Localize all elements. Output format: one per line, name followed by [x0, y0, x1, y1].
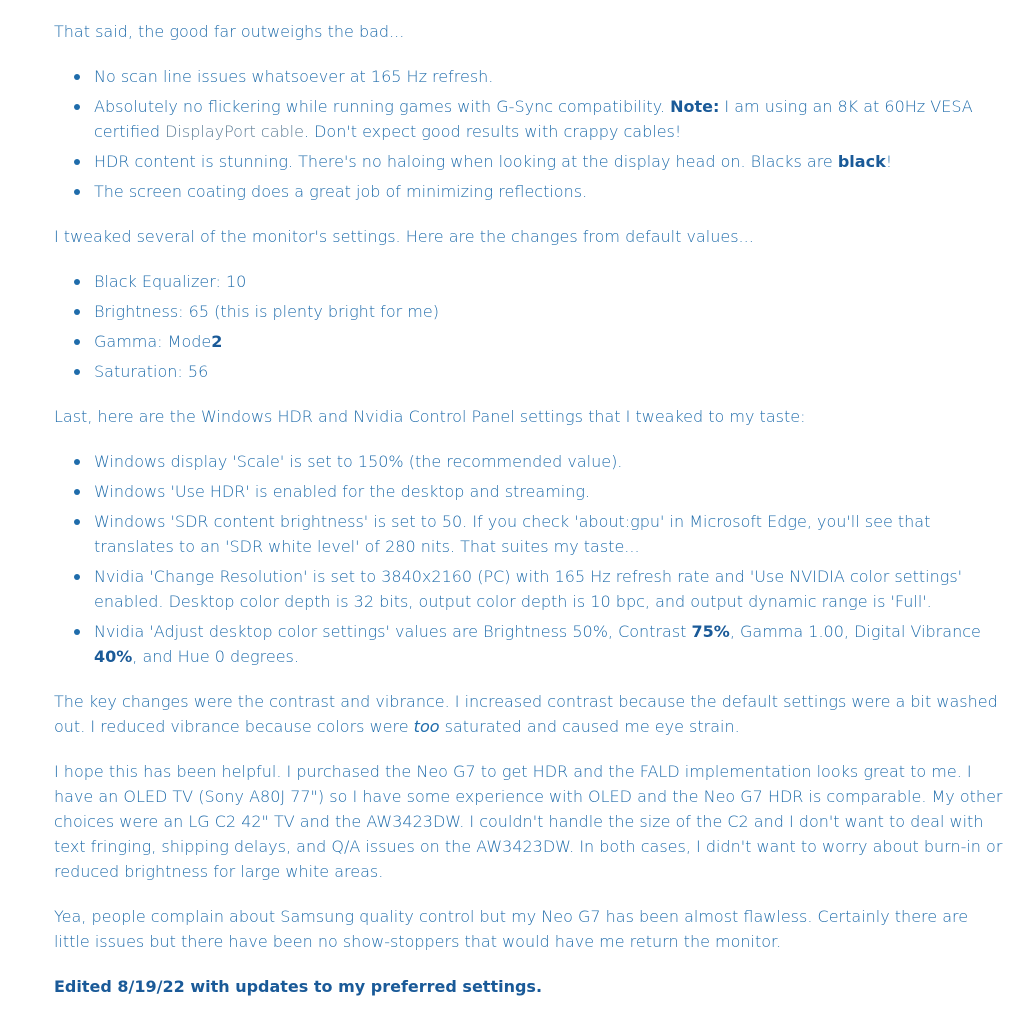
edited-text: Edited 8/19/22 with updates to my preferred settings. — [54, 977, 543, 996]
intro-paragraph: That said, the good far outweighs the bad... — [54, 22, 405, 41]
bold-text: black — [837, 152, 886, 171]
list-item-text: Nvidia 'Change Resolution' is set to 3840x2160 (PC) with 165 Hz refresh rate and 'Use NVIDIA color settings' enabled. Desktop color depth is 32 bits, output color depth is 10 bpc, and output dynamic range is 'Full'. — [94, 567, 963, 611]
list-item — [94, 329, 1004, 354]
list-item — [94, 94, 1004, 144]
monitor-intro-paragraph: I tweaked several of the monitor's settings. Here are the changes from default values... — [54, 227, 754, 246]
list-item-text: Gamma: Mode — [94, 332, 212, 351]
samsung-paragraph: Yea, people complain about Samsung quality control but my Neo G7 has been almost flawless. Certainly there are little issues but there have been no show-stoppers that would have me return the monitor. — [54, 907, 969, 951]
list-item — [94, 564, 1004, 614]
list-item-text: Absolutely no flickering while running games with G-Sync compatibility. — [94, 97, 671, 116]
list-item-text: ! — [885, 152, 893, 171]
bold-text: 40% — [94, 647, 133, 666]
list-item — [94, 269, 1004, 294]
post-body — [54, 19, 1004, 1019]
list-item — [94, 64, 1004, 89]
list-item — [94, 299, 1004, 324]
list-item-text: , Gamma 1.00, Digital Vibrance — [729, 622, 981, 641]
list-item-text: , and Hue 0 degrees. — [132, 647, 299, 666]
edited-note — [54, 974, 1004, 999]
list-item — [94, 359, 1004, 384]
list-item-text: Windows 'SDR content brightness' is set to 50. If you check 'about:gpu' in Microsoft Edge, you'll see that translates to an 'SDR white level' of 280 nits. That suites my taste... — [94, 512, 931, 556]
list-item-text: Windows 'Use HDR' is enabled for the desktop and streaming. — [94, 482, 591, 501]
list-item — [94, 149, 1004, 174]
helpful-paragraph: I hope this has been helpful. I purchased the Neo G7 to get HDR and the FALD implementation looks great to me. I have an OLED TV (Sony A80J 77") so I have some experience with OLED and the Neo G7 HDR is comparable. My other choices were an LG C2 42" TV and the AW3423DW. I couldn't handle the size of the C2 and I don't want to deal with text fringing, shipping delays, and Q/A issues on the AW3423DW. In both cases, I didn't want to worry about burn-in or reduced brightness for large white areas. — [54, 762, 1003, 881]
list-item-text: Brightness: 65 (this is plenty bright for me) — [94, 302, 439, 321]
bold-text: 2 — [211, 332, 223, 351]
paragraph-text: The key changes were the contrast and vibrance. I increased contrast because the default settings were a bit washed out. I reduced vibrance because colors were — [54, 692, 998, 736]
list-item — [94, 449, 1004, 474]
list-item-text: No scan line issues whatsoever at 165 Hz refresh. — [94, 67, 494, 86]
list-item — [94, 479, 1004, 504]
list-item — [94, 509, 1004, 559]
monitor-settings-list — [54, 269, 1004, 384]
list-item-text: Nvidia 'Adjust desktop color settings' values are Brightness 50%, Contrast — [94, 622, 692, 641]
list-item-text: The screen coating does a great job of minimizing reflections. — [94, 182, 588, 201]
list-item-text: Windows display 'Scale' is set to 150% (the recommended value). — [94, 452, 623, 471]
list-item-text: . Don't expect good results with crappy cables! — [303, 122, 682, 141]
good-points-list — [54, 64, 1004, 204]
list-item-text: I am using an 8K at 60Hz VESA certified — [94, 97, 973, 141]
windows-settings-list — [54, 449, 1004, 669]
list-item-text: Saturation: 56 — [94, 362, 209, 381]
list-item-text: Black Equalizer: 10 — [94, 272, 247, 291]
note-label: Note: — [670, 97, 720, 116]
bold-text: 75% — [691, 622, 730, 641]
list-item — [94, 179, 1004, 204]
list-item-text: HDR content is stunning. There's no haloing when looking at the display head on. Blacks are — [94, 152, 838, 171]
windows-intro-paragraph: Last, here are the Windows HDR and Nvidia Control Panel settings that I tweaked to my taste: — [54, 407, 806, 426]
paragraph-text: saturated and caused me eye strain. — [439, 717, 740, 736]
emphasis-text: too — [413, 717, 440, 736]
list-item — [94, 619, 1004, 669]
displayport-cable-link[interactable]: DisplayPort cable — [165, 122, 304, 141]
key-changes-paragraph — [54, 689, 1004, 739]
